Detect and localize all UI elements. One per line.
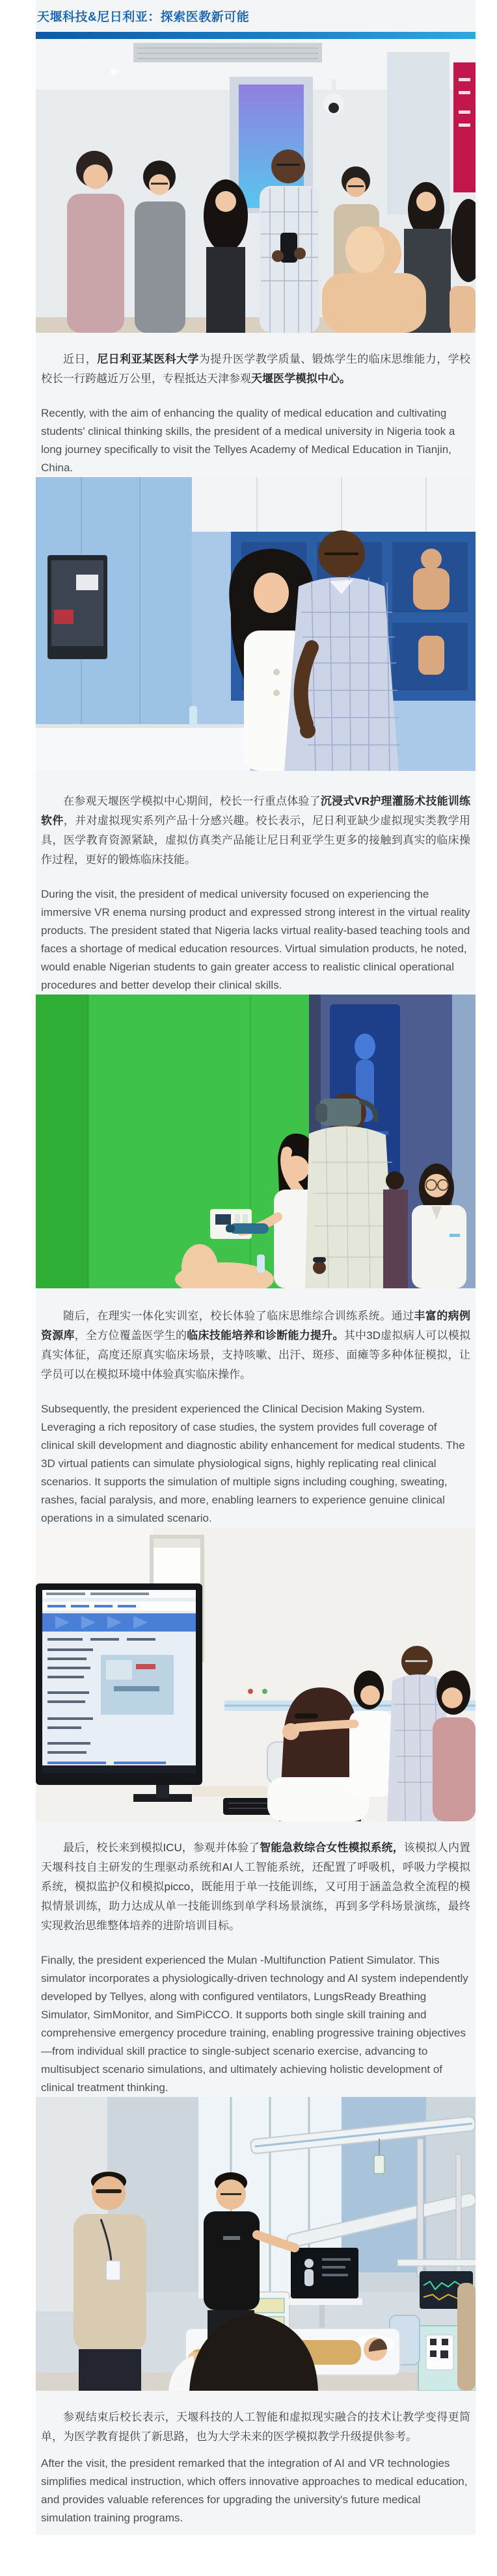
counter-edge	[36, 724, 250, 728]
article-title: 天堰科技&尼日利亚：探索医教新可能	[37, 10, 250, 24]
paragraph-cn-1: 近日，尼日利亚某医科大学为提升医学教学质量、锻炼学生的临床思维能力，学校校长一行跨越近万公里，专程抵达天津参观天堰医学模拟中心。	[41, 353, 471, 385]
taskbar	[42, 1765, 196, 1773]
paragraph-en-3: Subsequently, the president experienced the Clinical Decision Making System. Leveraging a rich repository of case studies, the system provides full coverage of clinical skill development and diagnostic ability enhancement for medical students. The 3D virtual patients can simulate physiological signs, highly replicating real clinical scenarios. It supports the simulation of multiple signs including coughing, sweating, rashes, facial paralysis, and more, enabling learners to experience genuine clinical operations in a simulated scenario.	[41, 1403, 465, 1524]
counter	[36, 724, 250, 771]
visitor-3	[204, 179, 248, 333]
browser-chrome	[46, 1593, 149, 1595]
ceiling-light	[111, 68, 117, 75]
water-bottle	[189, 706, 197, 725]
wall-tv	[47, 555, 107, 659]
foreground-arm	[457, 2283, 476, 2391]
paragraph-cn-2: 在参观天堰医学模拟中心期间，校长一行重点体验了沉浸式VR护理灌肠术技能训练软件，并对虚拟现实系列产品十分感兴趣。校长表示，尼日利亚缺少虚拟现实类教学用具，医学教育资源紧缺，虚拟仿真类产品能让尼日利亚学生更多的接触到真实的临床操作过程，更好的锻炼临床技能。	[41, 795, 471, 866]
title-accent-bar	[36, 32, 476, 39]
photo-conversation	[36, 477, 476, 771]
paragraph-en-5: After the visit, the president remarked that the integration of AI and VR technologies simplifies medical instruction, which offers innovative approaches to medical education, and provides valuable references for upgrading the university's future medical simulation training programs.	[41, 2457, 468, 2524]
water-bottle	[257, 1255, 265, 1273]
upper-cabinets	[192, 477, 476, 532]
photo-simulated-icu	[36, 2097, 476, 2391]
paragraph-cn-5: 参观结束后校长表示，天堰科技的人工智能和虚拟现实融合的技术让教学变得更简单，为医学教育提供了新思路，也为大学未来的医学模拟教学升级提供参考。	[41, 2411, 470, 2443]
paragraph-cn-4: 最后，校长来到模拟ICU，参观并体验了智能急救综合女性模拟系统，该模拟人内置天堰科技自主研发的生理驱动系统和AI人工智能系统，还配置了呼吸机，呼吸力学模拟系统，模拟监护仪和模拟picco，既能用于单一技能训练，又可用于涵盖急救全流程的模拟情景训练，助力达成从单一技能训练到单学科场景演练，再到多学科场景演练，最终实现救治思维整体培养的进阶培训目标。	[41, 1841, 471, 1932]
article-card	[36, 0, 476, 2535]
photo-clinical-decision-system	[36, 1528, 476, 1821]
pink-shirt-observer	[433, 1671, 476, 1821]
cabinet	[36, 1528, 153, 1586]
paragraph-en-4: Finally, the president experienced the Mulan -Multifunction Patient Simulator. This simulator incorporates a physiologically-driven technology and AI system independently developed by Tellyes, along with configured ventilators, LungsReady Breathing Simulator, SimMonitor, and SimPiCCO. It supports both single skill training and comprehensive emergency procedure training, enabling progressive training objectives—from individual skill practice to single-subject scenario exercise, advancing to multisubject scenario simulations, and ultimately achieving holistic development of clinical treatment thinking.	[41, 1954, 468, 2094]
paragraph-cn-3: 随后，在理实一体化实训室，校长体验了临床思维综合训练系统。通过丰富的病例资源库，全方位覆盖医学生的临床技能培养和诊断能力提升。其中3D虚拟病人可以模拟真实体征，高度还原真实临床场景，支持咳嗽、出汗、斑疹、面瘫等多种体征模拟，让学员可以在模拟环境中体验真实临床操作。	[41, 1310, 471, 1381]
large-monitor	[36, 1583, 202, 1802]
photo-showroom-group	[36, 39, 476, 333]
photo-vr-experience	[36, 995, 476, 1288]
manikin-torso-corner	[450, 286, 476, 333]
green-screen-shade	[36, 995, 88, 1288]
red-banner	[453, 62, 476, 192]
paragraph-en-1: Recently, with the aim of enhancing the quality of medical education and cultivating students' clinical thinking skills, the president of a medical university in Nigeria took a long journey specifically to visit the Tellyes Academy of Medical Education in Tianjin, China.	[41, 407, 455, 474]
paragraph-en-2: During the visit, the president of medical university focused on experiencing the immersive VR enema nursing product and expressed strong interest in the virtual reality products. The president stated that Nigeria lacks virtual reality-based teaching tools and faces a shortage of medical education resources. Virtual simulation products, he noted, would enable Nigerian students to gain greater access to realistic clinical operational procedures and better develop their clinical skills.	[41, 888, 470, 991]
camera-lens	[329, 103, 339, 113]
camera-mount	[332, 79, 336, 95]
